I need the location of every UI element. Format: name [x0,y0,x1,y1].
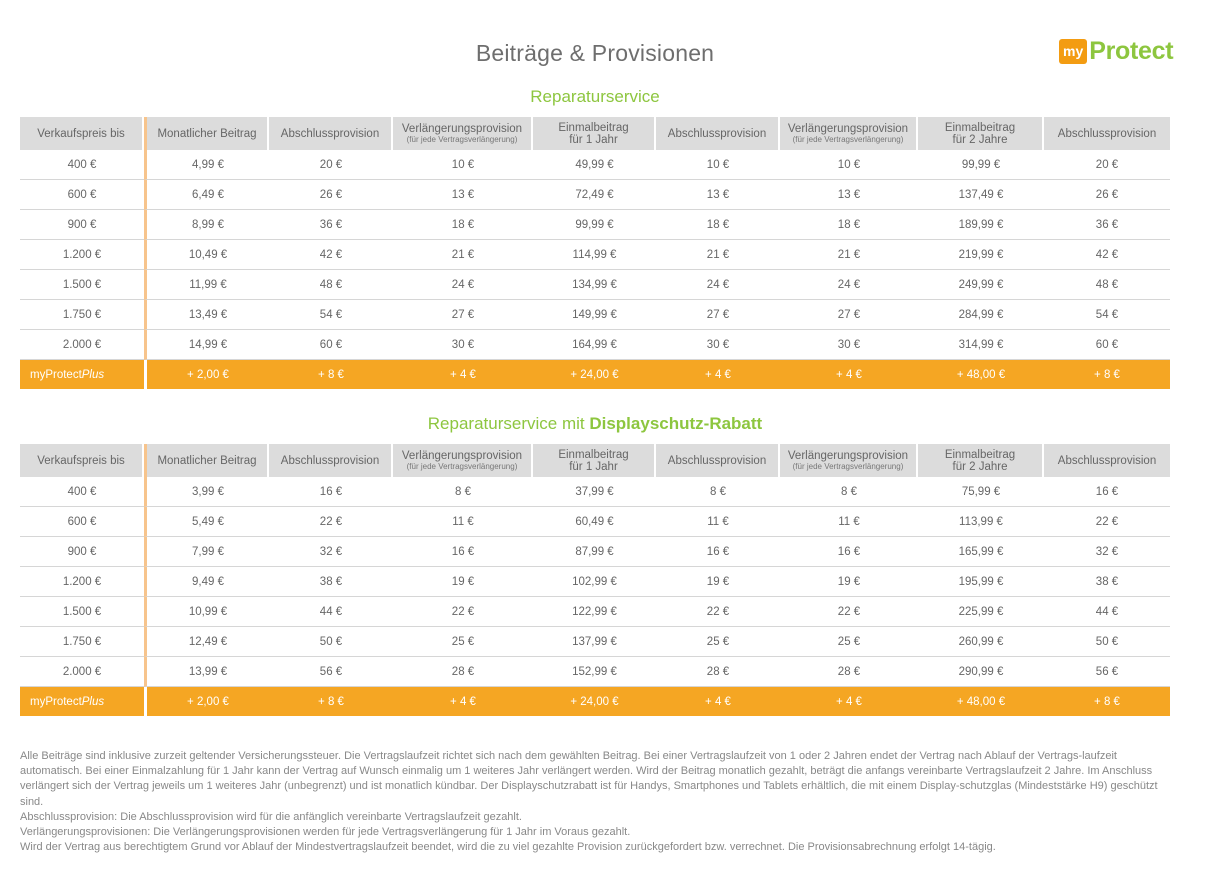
table-cell: 225,99 € [918,597,1044,627]
table-cell: 32 € [1044,537,1170,567]
table-cell: 102,99 € [533,567,656,597]
table-cell: 8,99 € [144,210,269,240]
table-cell: 249,99 € [918,270,1044,300]
table-cell: 44 € [269,597,393,627]
table-cell: 137,49 € [918,180,1044,210]
plus-cell: + 8 € [269,687,393,716]
table-cell: 30 € [780,330,918,360]
table-row [20,597,1170,627]
header-abschluss: Abschlussprovision [656,444,780,477]
table-cell: 32 € [269,537,393,567]
header-verlaengerung-sub: (für jede Vertragsverlängerung) [792,461,904,471]
table-cell: 22 € [1044,507,1170,537]
header-einmal-1-label: Einmalbeitrag [558,448,629,461]
table-cell: 22 € [393,597,533,627]
plus-label-main: myProtect [30,368,82,381]
price-table-reparaturservice [20,117,1170,389]
table-cell: 8 € [393,477,533,507]
header-verlaengerung-sub: (für jede Vertragsverlängerung) [406,461,518,471]
section-title-bold: Displayschutz-Rabatt [589,414,763,433]
table-header-row [20,117,1170,150]
header-abschluss: Abschlussprovision [1044,444,1170,477]
header-einmal-1-sub: für 1 Jahr [569,460,618,473]
plus-label-italic: Plus [81,695,105,708]
table-cell: 48 € [1044,270,1170,300]
table-cell: 149,99 € [533,300,656,330]
table-cell: 72,49 € [533,180,656,210]
plus-cell: + 2,00 € [144,360,269,389]
table-cell: 25 € [393,627,533,657]
table-cell: 30 € [656,330,780,360]
table-cell: 27 € [656,300,780,330]
logo-protect-text: Protect [1089,36,1174,65]
table-cell: 1.750 € [20,627,144,657]
table-cell: 400 € [20,150,144,180]
table-cell: 11 € [656,507,780,537]
header-verlaengerung-sub: (für jede Vertragsverlängerung) [406,134,518,144]
table-cell: 165,99 € [918,537,1044,567]
header-abschluss: Abschlussprovision [1044,117,1170,150]
table-cell: 600 € [20,180,144,210]
header-einmal-2-jahre [918,444,1044,477]
table-cell: 27 € [780,300,918,330]
table-cell: 60,49 € [533,507,656,537]
table-row [20,507,1170,537]
plus-label-italic: Plus [81,368,105,381]
table-cell: 10,99 € [144,597,269,627]
table-cell: 1.750 € [20,300,144,330]
table-row [20,477,1170,507]
section-title-text: Reparaturservice [530,87,660,106]
table-cell: 8 € [656,477,780,507]
table-cell: 11 € [780,507,918,537]
header-einmal-2-sub: für 2 Jahre [952,133,1008,146]
table-cell: 20 € [269,150,393,180]
header-verkaufspreis: Verkaufspreis bis [20,444,144,477]
myprotect-plus-row [20,687,1170,716]
table-cell: 42 € [269,240,393,270]
table-cell: 13,99 € [144,657,269,687]
table-cell: 49,99 € [533,150,656,180]
table-cell: 10 € [780,150,918,180]
footnotes [20,749,1180,855]
table-cell: 19 € [393,567,533,597]
table-cell: 164,99 € [533,330,656,360]
header-verlaengerung-label: Verlängerungsprovision [787,449,909,462]
table-cell: 60 € [1044,330,1170,360]
plus-cell: + 4 € [393,687,533,716]
table-cell: 600 € [20,507,144,537]
table-cell: 25 € [780,627,918,657]
table-cell: 19 € [656,567,780,597]
table-cell: 13 € [393,180,533,210]
plus-cell: + 48,00 € [918,687,1044,716]
table-cell: 114,99 € [533,240,656,270]
table-cell: 25 € [656,627,780,657]
table-cell: 16 € [393,537,533,567]
section-title-text: Reparaturservice mit [427,414,590,433]
header-verlaengerung-label: Verlängerungsprovision [401,449,523,462]
table-cell: 7,99 € [144,537,269,567]
table-row [20,567,1170,597]
header-verlaengerung-label: Verlängerungsprovision [401,122,523,135]
table-cell: 2.000 € [20,330,144,360]
header-verkaufspreis: Verkaufspreis bis [20,117,144,150]
table-row [20,300,1170,330]
table-row [20,627,1170,657]
plus-cell: + 8 € [269,360,393,389]
table-cell: 75,99 € [918,477,1044,507]
header-einmal-1-jahr [533,117,656,150]
header-verlaengerung-label: Verlängerungsprovision [787,122,909,135]
header-abschluss: Abschlussprovision [269,444,393,477]
table-row [20,270,1170,300]
table-cell: 12,49 € [144,627,269,657]
myprotect-logo [1059,38,1173,64]
table-cell: 152,99 € [533,657,656,687]
table-cell: 18 € [393,210,533,240]
table-cell: 36 € [1044,210,1170,240]
table-cell: 60 € [269,330,393,360]
table-cell: 30 € [393,330,533,360]
price-table-displayschutz [20,444,1170,716]
table-cell: 113,99 € [918,507,1044,537]
table-cell: 284,99 € [918,300,1044,330]
table-cell: 1.500 € [20,597,144,627]
table-row [20,240,1170,270]
table-cell: 22 € [780,597,918,627]
header-verlaengerung [393,444,533,477]
table-cell: 22 € [656,597,780,627]
table-cell: 195,99 € [918,567,1044,597]
plus-label [20,360,144,389]
table-cell: 16 € [780,537,918,567]
table-cell: 2.000 € [20,657,144,687]
table-cell: 42 € [1044,240,1170,270]
logo-my-badge: my [1059,39,1087,64]
table-cell: 38 € [269,567,393,597]
table-cell: 50 € [1044,627,1170,657]
table-header-row [20,444,1170,477]
table-row [20,210,1170,240]
table-cell: 99,99 € [533,210,656,240]
table-cell: 16 € [656,537,780,567]
plus-label [20,687,144,716]
table-row [20,150,1170,180]
table-cell: 219,99 € [918,240,1044,270]
table-cell: 19 € [780,567,918,597]
table-cell: 18 € [656,210,780,240]
table-cell: 189,99 € [918,210,1044,240]
table-cell: 134,99 € [533,270,656,300]
table-row [20,180,1170,210]
table-cell: 28 € [780,657,918,687]
table-cell: 10 € [656,150,780,180]
page-title: Beiträge & Provisionen [475,40,715,66]
plus-label-main: myProtect [30,695,82,708]
table-cell: 27 € [393,300,533,330]
table-cell: 400 € [20,477,144,507]
table-cell: 137,99 € [533,627,656,657]
footnote: Wird der Vertrag aus berechtigtem Grund vor Ablauf der Mindestvertragslaufzeit beendet, wird die zu viel gezahlte Provision zurückgefordert bzw. verrechnet. Die Provisionsabrechnung erfolgt 14-tägig. [20,841,996,854]
table-cell: 4,99 € [144,150,269,180]
table-cell: 290,99 € [918,657,1044,687]
table-cell: 9,49 € [144,567,269,597]
plus-cell: + 24,00 € [533,360,656,389]
table-cell: 22 € [269,507,393,537]
table-cell: 99,99 € [918,150,1044,180]
plus-cell: + 24,00 € [533,687,656,716]
table-cell: 8 € [780,477,918,507]
plus-cell: + 2,00 € [144,687,269,716]
table-cell: 48 € [269,270,393,300]
table-cell: 21 € [656,240,780,270]
table-cell: 16 € [1044,477,1170,507]
footnote: Verlängerungsprovisionen: Die Verlängerungsprovisionen werden für jede Vertragsverlängerung für 1 Jahr im Voraus gezahlt. [20,826,631,839]
plus-cell: + 4 € [656,687,780,716]
table-cell: 314,99 € [918,330,1044,360]
table-cell: 900 € [20,210,144,240]
header-verlaengerung-sub: (für jede Vertragsverlängerung) [792,134,904,144]
header-einmal-2-label: Einmalbeitrag [944,121,1016,134]
table-cell: 18 € [780,210,918,240]
header-einmal-1-label: Einmalbeitrag [558,121,629,134]
table-cell: 260,99 € [918,627,1044,657]
table-cell: 13,49 € [144,300,269,330]
header-einmal-2-label: Einmalbeitrag [944,448,1016,461]
table-cell: 13 € [780,180,918,210]
table-cell: 21 € [393,240,533,270]
table-cell: 11,99 € [144,270,269,300]
plus-cell: + 4 € [780,360,918,389]
header-einmal-2-sub: für 2 Jahre [952,460,1008,473]
table-cell: 26 € [269,180,393,210]
header-einmal-2-jahre [918,117,1044,150]
section-title-displayschutz [0,414,1190,434]
table-cell: 28 € [656,657,780,687]
header-monatlich: Monatlicher Beitrag [144,117,269,150]
table-cell: 11 € [393,507,533,537]
table-row [20,330,1170,360]
table-cell: 54 € [1044,300,1170,330]
table-cell: 10,49 € [144,240,269,270]
table-row [20,537,1170,567]
header-verlaengerung [780,117,918,150]
table-cell: 3,99 € [144,477,269,507]
table-cell: 16 € [269,477,393,507]
table-cell: 28 € [393,657,533,687]
plus-cell: + 4 € [656,360,780,389]
table-cell: 6,49 € [144,180,269,210]
table-cell: 1.200 € [20,567,144,597]
table-cell: 20 € [1044,150,1170,180]
table-cell: 24 € [656,270,780,300]
footnote: Abschlussprovision: Die Abschlussprovision wird für die anfänglich vereinbarte Vertragslaufzeit gezahlt. [20,810,522,823]
header-abschluss: Abschlussprovision [656,117,780,150]
table-cell: 56 € [1044,657,1170,687]
table-cell: 56 € [269,657,393,687]
table-cell: 13 € [656,180,780,210]
table-cell: 44 € [1044,597,1170,627]
plus-cell: + 4 € [393,360,533,389]
table-cell: 900 € [20,537,144,567]
table-cell: 87,99 € [533,537,656,567]
table-cell: 5,49 € [144,507,269,537]
table-cell: 26 € [1044,180,1170,210]
table-cell: 50 € [269,627,393,657]
table-cell: 54 € [269,300,393,330]
table-cell: 36 € [269,210,393,240]
table-cell: 122,99 € [533,597,656,627]
table-cell: 1.500 € [20,270,144,300]
table-cell: 10 € [393,150,533,180]
header-abschluss: Abschlussprovision [269,117,393,150]
table-row [20,657,1170,687]
table-cell: 24 € [393,270,533,300]
table-cell: 24 € [780,270,918,300]
header-verlaengerung [393,117,533,150]
table-cell: 1.200 € [20,240,144,270]
plus-cell: + 48,00 € [918,360,1044,389]
table-cell: 21 € [780,240,918,270]
table-cell: 37,99 € [533,477,656,507]
header-monatlich: Monatlicher Beitrag [144,444,269,477]
myprotect-plus-row [20,360,1170,389]
section-title-reparaturservice [0,87,1190,107]
plus-cell: + 4 € [780,687,918,716]
plus-cell: + 8 € [1044,360,1170,389]
table-cell: 38 € [1044,567,1170,597]
header-einmal-1-jahr [533,444,656,477]
header-verlaengerung [780,444,918,477]
header-einmal-1-sub: für 1 Jahr [569,133,618,146]
footnote: Alle Beiträge sind inklusive zurzeit geltender Versicherungssteuer. Die Vertragslaufzeit richtet sich nach dem gewählten Beitrag. Bei einer Vertragslaufzeit von 1 oder 2 Jahren endet der Vertrag nach Ablauf der Vertrags-laufzeit automatisch. Bei einer Einmalzahlung für 1 Jahr kann der Vertrag auf Wunsch einmalig um 1 weiteres Jahr verlängert werden. Wird der Beitrag monatlich gezahlt, beträgt die anfangs vereinbarte Vertragslaufzeit 2 Jahre. Im Anschluss verlängert sich der Vertrag jeweils um 1 weiteres Jahr (unbegrenzt) und ist monatlich kündbar. Der Displayschutzrabatt ist für Handys, Smartphones und Tablets erhältlich, die mit einem Display-schutzglas (Mindeststärke H9) geschützt sind. [20,750,1158,808]
plus-cell: + 8 € [1044,687,1170,716]
table-cell: 14,99 € [144,330,269,360]
